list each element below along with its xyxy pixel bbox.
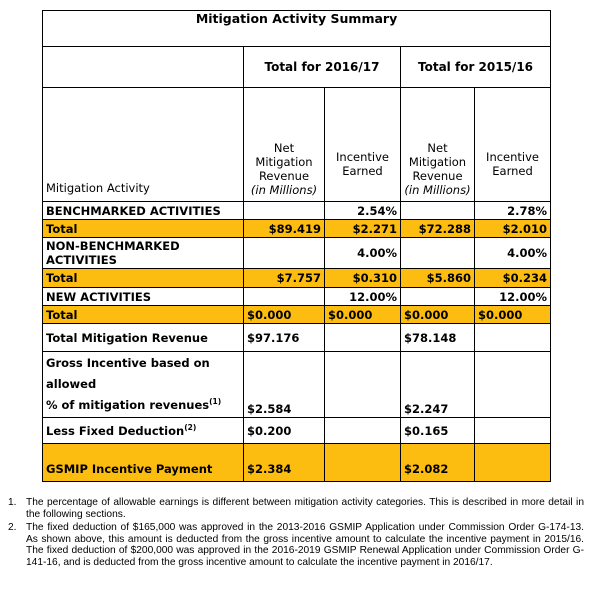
footnote-1: 1. The percentage of allowable earnings is different between mitigation activity categories. This is described in more detail in the following sections. [8, 497, 584, 520]
footnote-2: 2. The fixed deduction of $165,000 was approved in the 2013-2016 GSMIP Application under Commission Order G-174-13. As shown above, this amount is deducted from the gross incentive amount to calculate the incentive payment in 2015/16. The fixed deduction of $200,000 was approved in the 2016-2019 GSMIP Renewal Application under Commission Order G-141-16, and is deducted from the gross incentive amount to calculate the incentive payment in 2016/17. [8, 522, 584, 568]
group-header-2015: Total for 2015/16 [401, 47, 551, 88]
table-row: Gross Incentive based on allowed % of mitigation revenues$^{(1)}$ $2.584 $2.247 [43, 352, 551, 418]
col-header-incentive-2015: Incentive Earned [475, 88, 551, 202]
table-title: Mitigation Activity Summary [43, 11, 551, 47]
table-row: Total Mitigation Revenue $97.176 $78.148 [43, 324, 551, 352]
table-row: NON-BENCHMARKED ACTIVITIES 4.00% 4.00% [43, 238, 551, 269]
footnotes [6, 497, 584, 571]
column-header-row [43, 88, 551, 202]
blank-cell [43, 47, 244, 88]
col-header-revenue-2015: Net Mitigation Revenue (in Millions) [401, 88, 475, 202]
table-row: Less Fixed Deduction$^{(2)}$ $0.200 $0.165 [43, 418, 551, 444]
table-row: BENCHMARKED ACTIVITIES 2.54% 2.78% [43, 202, 551, 220]
table-row: NEW ACTIVITIES 12.00% 12.00% [43, 288, 551, 306]
table-row: Total $89.419 $2.271 $72.288 $2.010 [43, 220, 551, 238]
mitigation-summary-table [42, 10, 551, 482]
table-row: Total $0.000 $0.000 $0.000 $0.000 [43, 306, 551, 324]
group-header-2016: Total for 2016/17 [244, 47, 401, 88]
col-header-incentive-2016: Incentive Earned [325, 88, 401, 202]
group-header-row [43, 47, 551, 88]
col-header-revenue-2016: Net Mitigation Revenue (in Millions) [244, 88, 325, 202]
table-row: Total $7.757 $0.310 $5.860 $0.234 [43, 269, 551, 288]
table-row: GSMIP Incentive Payment $2.384 $2.082 [43, 444, 551, 482]
col-header-activity: Mitigation Activity [43, 88, 244, 202]
title-row [43, 11, 551, 47]
